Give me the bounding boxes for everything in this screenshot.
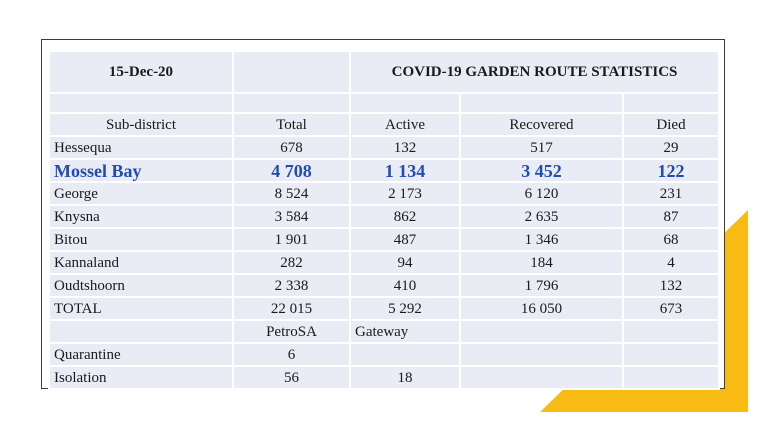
facility-header-row [49,320,719,343]
total-value: 2 338 [233,274,350,297]
facility-row [49,366,719,389]
table-row [49,274,719,297]
facility-row-label: Isolation [49,366,233,389]
total-value: 22 015 [233,297,350,320]
recovered-value: 517 [460,136,623,159]
active-value: 94 [350,251,460,274]
column-header: Active [350,113,460,136]
died-value: 231 [623,182,719,205]
table-row-highlighted [49,159,719,182]
column-header: Died [623,113,719,136]
recovered-value: 1 796 [460,274,623,297]
recovered-value: 3 452 [460,159,623,182]
subdistrict-name: Oudtshoorn [49,274,233,297]
date-cell: 15-Dec-20 [49,51,233,93]
recovered-value: 184 [460,251,623,274]
column-header: Total [233,113,350,136]
subdistrict-name: Hessequa [49,136,233,159]
subdistrict-name: George [49,182,233,205]
gateway-value [350,343,460,366]
active-value: 862 [350,205,460,228]
column-header: Recovered [460,113,623,136]
total-value: 4 708 [233,159,350,182]
subdistrict-name: Kannaland [49,251,233,274]
petrosa-value: 6 [233,343,350,366]
table-row [49,251,719,274]
died-value: 132 [623,274,719,297]
header-row [49,113,719,136]
died-value: 122 [623,159,719,182]
column-header: Sub-district [49,113,233,136]
table-row [49,205,719,228]
recovered-value: 2 635 [460,205,623,228]
died-value: 68 [623,228,719,251]
died-value: 673 [623,297,719,320]
subdistrict-name: Knysna [49,205,233,228]
table-row [49,228,719,251]
table-row [49,136,719,159]
petrosa-value: 56 [233,366,350,389]
subdistrict-name: Mossel Bay [49,159,233,182]
statistics-table [48,50,720,390]
facility-row-label: Quarantine [49,343,233,366]
subdistrict-name: TOTAL [49,297,233,320]
slide-frame [41,39,725,389]
active-value: 132 [350,136,460,159]
facility-row [49,343,719,366]
total-value: 3 584 [233,205,350,228]
title-row [49,51,719,93]
active-value: 487 [350,228,460,251]
subdistrict-name: Bitou [49,228,233,251]
spacer-row [49,93,719,113]
table-row [49,182,719,205]
recovered-value: 6 120 [460,182,623,205]
facility-header: Gateway [350,320,460,343]
facility-header: PetroSA [233,320,350,343]
total-value: 8 524 [233,182,350,205]
died-value: 29 [623,136,719,159]
died-value: 4 [623,251,719,274]
recovered-value: 16 050 [460,297,623,320]
active-value: 410 [350,274,460,297]
gateway-value: 18 [350,366,460,389]
total-row [49,297,719,320]
total-value: 1 901 [233,228,350,251]
table-title: COVID-19 GARDEN ROUTE STATISTICS [350,51,719,93]
active-value: 2 173 [350,182,460,205]
total-value: 282 [233,251,350,274]
total-value: 678 [233,136,350,159]
active-value: 5 292 [350,297,460,320]
recovered-value: 1 346 [460,228,623,251]
died-value: 87 [623,205,719,228]
active-value: 1 134 [350,159,460,182]
